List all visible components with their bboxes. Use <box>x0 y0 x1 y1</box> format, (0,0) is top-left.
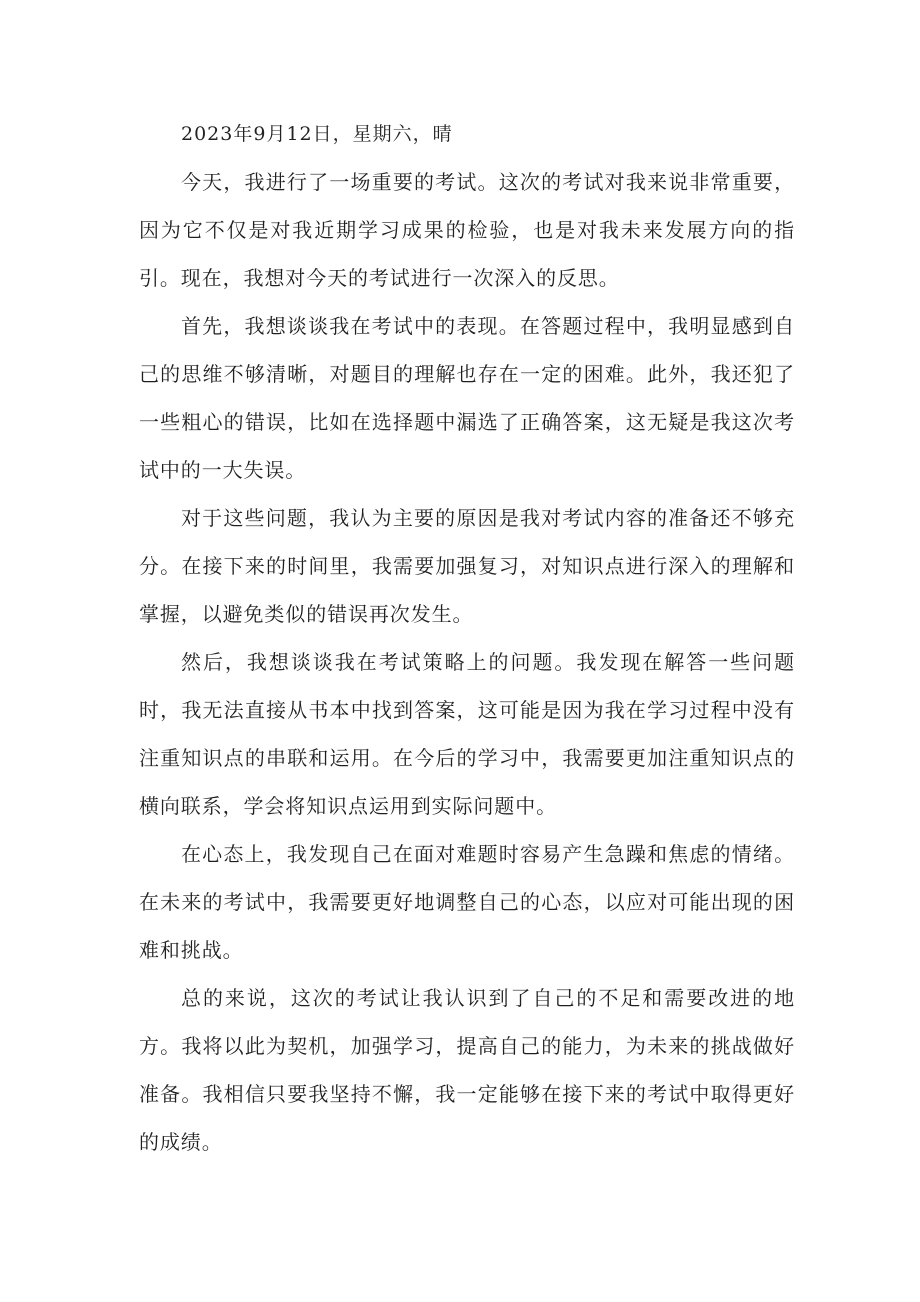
document-body <box>139 110 795 1166</box>
paragraph-4: 然后，我想谈谈我在考试策略上的问题。我发现在解答一些问题时，我无法直接从书本中找到答案，这可能是因为我在学习过程中没有注重知识点的串联和运用。在今后的学习中，我需要更加注重知识点的横向联系，学会将知识点运用到实际问题中。 <box>139 650 795 818</box>
date-line: 2023年9月12日，星期六，晴 <box>181 123 453 145</box>
paragraph-2: 首先，我想谈谈我在考试中的表现。在答题过程中，我明显感到自己的思维不够清晰，对题目的理解也存在一定的困难。此外，我还犯了一些粗心的错误，比如在选择题中漏选了正确答案，这无疑是我这次考试中的一大失误。 <box>139 314 795 482</box>
paragraph-1: 今天，我进行了一场重要的考试。这次的考试对我来说非常重要，因为它不仅是对我近期学习成果的检验，也是对我未来发展方向的指引。现在，我想对今天的考试进行一次深入的反思。 <box>139 170 795 290</box>
paragraph-6: 总的来说，这次的考试让我认识到了自己的不足和需要改进的地方。我将以此为契机，加强学习，提高自己的能力，为未来的挑战做好准备。我相信只要我坚持不懈，我一定能够在接下来的考试中取得更好的成绩。 <box>139 986 795 1154</box>
paragraph-3: 对于这些问题，我认为主要的原因是我对考试内容的准备还不够充分。在接下来的时间里，我需要加强复习，对知识点进行深入的理解和掌握，以避免类似的错误再次发生。 <box>139 506 795 626</box>
paragraph-5: 在心态上，我发现自己在面对难题时容易产生急躁和焦虑的情绪。在未来的考试中，我需要更好地调整自己的心态，以应对可能出现的困难和挑战。 <box>139 842 795 962</box>
